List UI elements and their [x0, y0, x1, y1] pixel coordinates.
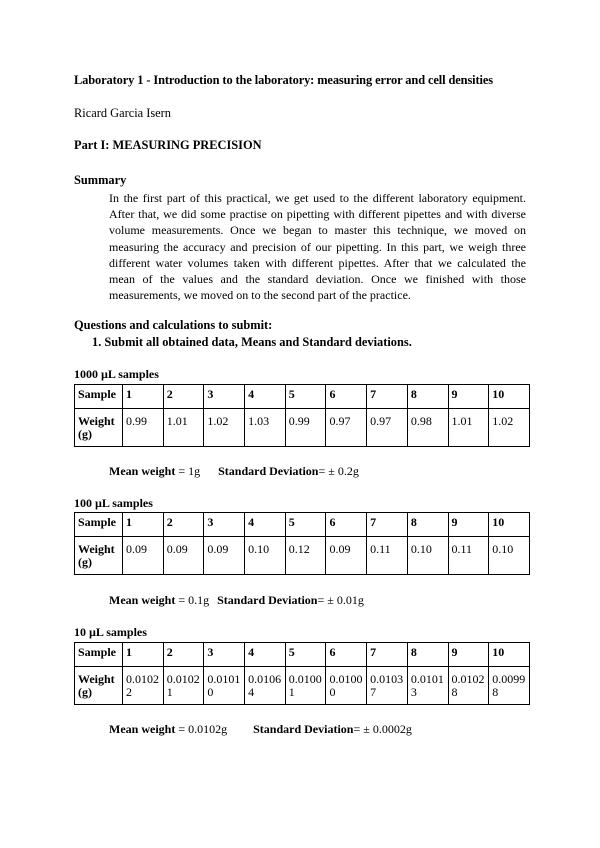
part-heading: Part I: MEASURING PRECISION	[74, 138, 262, 152]
sd-label: Standard Deviation	[217, 593, 318, 607]
question-1: 1. Submit all obtained data, Means and Standard deviations.	[92, 335, 412, 349]
sd-value: = ± 0.01g	[317, 593, 364, 607]
sample-number: 6	[326, 643, 367, 667]
weight-value: 0.09	[123, 537, 164, 575]
table-10ul	[74, 642, 530, 705]
table-row	[75, 643, 530, 667]
sample-number: 2	[163, 643, 204, 667]
weight-value: 0.99	[123, 409, 164, 447]
sample-number: 6	[326, 513, 367, 537]
sample-number: 3	[204, 513, 245, 537]
weight-value: 0.01028	[448, 667, 489, 705]
weight-value: 0.10	[245, 537, 286, 575]
sample-number: 9	[448, 643, 489, 667]
sample-number: 8	[407, 513, 448, 537]
weight-value: 0.99	[285, 409, 326, 447]
sample-number: 10	[489, 385, 530, 409]
sample-number: 4	[245, 513, 286, 537]
sd-value: = ± 0.0002g	[353, 722, 412, 736]
sample-number: 6	[326, 385, 367, 409]
mean-value: = 1g	[175, 464, 201, 478]
mean-value: = 0.1g	[175, 593, 210, 607]
weight-value: 0.97	[326, 409, 367, 447]
weight-value: 0.01037	[367, 667, 408, 705]
sd-label: Standard Deviation	[253, 722, 354, 736]
sample-number: 3	[204, 643, 245, 667]
sample-number: 1	[123, 643, 164, 667]
weight-value: 0.09	[204, 537, 245, 575]
sample-number: 9	[448, 385, 489, 409]
weight-value: 0.09	[326, 537, 367, 575]
table-1000ul-summary	[109, 464, 359, 479]
sample-header: Sample	[75, 643, 123, 667]
weight-value: 0.01021	[163, 667, 204, 705]
weight-value: 0.01001	[285, 667, 326, 705]
sample-number: 2	[163, 513, 204, 537]
sample-number: 9	[448, 513, 489, 537]
sd-value: = ± 0.2g	[318, 464, 359, 478]
weight-value: 0.11	[448, 537, 489, 575]
weight-value: 0.97	[367, 409, 408, 447]
table-10ul-title: 10 µL samples	[74, 625, 147, 639]
sample-number: 10	[489, 513, 530, 537]
mean-label: Mean weight	[109, 593, 176, 607]
weight-value: 0.01000	[326, 667, 367, 705]
sample-number: 7	[367, 513, 408, 537]
table-10ul-summary	[109, 722, 412, 737]
sample-number: 1	[123, 385, 164, 409]
weight-header: Weight (g)	[75, 409, 123, 447]
sample-number: 4	[245, 643, 286, 667]
summary-paragraph: In the first part of this practical, we get used to the different laboratory equipment. After that, we did some practise on pipetting with different pipettes and with diverse volume measurements. Once we began to master this technique, we moved on measuring the accuracy and precision of our pipetting. In this part, we weigh three different water volumes taken with different pipettes. After that we calculated the mean of the values and the standard deviation. Once we finished with those measurements, we moved on to the second part of the practice.	[109, 191, 526, 303]
weight-value: 0.01064	[245, 667, 286, 705]
weight-value: 0.12	[285, 537, 326, 575]
weight-value: 0.09	[163, 537, 204, 575]
author-name: Ricard Garcia Isern	[74, 106, 172, 120]
weight-value: 1.03	[245, 409, 286, 447]
sample-number: 5	[285, 385, 326, 409]
sample-number: 1	[123, 513, 164, 537]
sample-number: 2	[163, 385, 204, 409]
mean-label: Mean weight	[109, 722, 176, 736]
sample-number: 7	[367, 643, 408, 667]
weight-value: 0.01022	[123, 667, 164, 705]
table-1000ul	[74, 384, 530, 447]
questions-heading: Questions and calculations to submit:	[74, 318, 273, 332]
document-title: Laboratory 1 - Introduction to the laboratory: measuring error and cell densities	[74, 73, 494, 87]
weight-value: 0.01013	[407, 667, 448, 705]
table-100ul-title: 100 µL samples	[74, 496, 153, 510]
sample-number: 10	[489, 643, 530, 667]
table-100ul-summary	[109, 593, 364, 608]
sample-number: 5	[285, 643, 326, 667]
weight-header: Weight (g)	[75, 537, 123, 575]
weight-value: 0.00998	[489, 667, 530, 705]
weight-value: 0.98	[407, 409, 448, 447]
sample-number: 8	[407, 643, 448, 667]
table-1000ul-title: 1000 µL samples	[74, 367, 159, 381]
weight-value: 1.01	[163, 409, 204, 447]
weight-value: 1.01	[448, 409, 489, 447]
mean-label: Mean weight	[109, 464, 176, 478]
sample-number: 3	[204, 385, 245, 409]
weight-value: 0.10	[489, 537, 530, 575]
mean-value: = 0.0102g	[175, 722, 228, 736]
table-100ul	[74, 512, 530, 575]
table-row	[75, 513, 530, 537]
table-row	[75, 667, 530, 705]
sample-header: Sample	[75, 385, 123, 409]
weight-value: 0.10	[407, 537, 448, 575]
sample-number: 8	[407, 385, 448, 409]
sample-header: Sample	[75, 513, 123, 537]
weight-value: 1.02	[489, 409, 530, 447]
table-row	[75, 537, 530, 575]
weight-header: Weight (g)	[75, 667, 123, 705]
summary-heading: Summary	[74, 173, 127, 187]
sample-number: 4	[245, 385, 286, 409]
table-row	[75, 409, 530, 447]
weight-value: 1.02	[204, 409, 245, 447]
table-row	[75, 385, 530, 409]
weight-value: 0.11	[367, 537, 408, 575]
weight-value: 0.01010	[204, 667, 245, 705]
sd-label: Standard Deviation	[218, 464, 319, 478]
sample-number: 7	[367, 385, 408, 409]
sample-number: 5	[285, 513, 326, 537]
